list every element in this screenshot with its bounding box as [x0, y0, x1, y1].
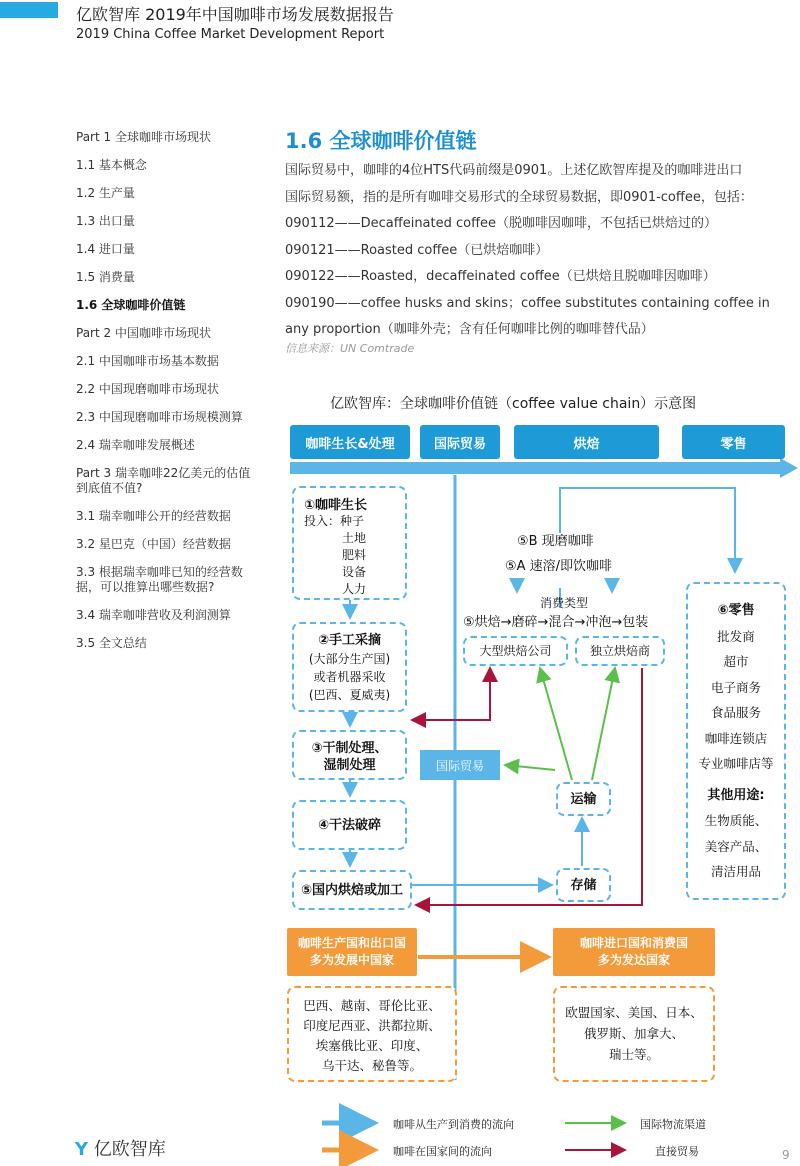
transport-box: [556, 782, 611, 816]
growth-input-0: 投入：种子: [304, 514, 365, 528]
picking-line: (大部分生产国): [308, 652, 391, 666]
growth-input-4: 人力: [342, 582, 367, 596]
body-line: 国际贸易中，咖啡的4位HTS代码前缀是0901。上述亿欧智库提及的咖啡进出口: [285, 163, 743, 178]
body-line: 090121——Roasted coffee（已烘焙咖啡）: [285, 242, 549, 258]
footer-logo: [75, 1135, 166, 1161]
growth-box: [292, 486, 407, 600]
toc-item[interactable]: 1.2 生产量: [76, 186, 135, 200]
legend-logistics: 国际物流渠道: [640, 1118, 706, 1131]
toc-item[interactable]: 3.3 根据瑞幸咖啡已知的经营数据，可以推算出哪些数据?: [76, 565, 243, 594]
section-title: 1.6 全球咖啡价值链: [285, 129, 477, 153]
stage-roasting: 烘焙: [514, 425, 659, 459]
storage-label: 存储: [570, 878, 597, 893]
consumers-header: [553, 928, 715, 976]
growth-head: ①咖啡生长: [304, 498, 368, 513]
toc-item[interactable]: 2.1 中国咖啡市场基本数据: [76, 354, 219, 368]
consumers-head-line: 多为发达国家: [597, 953, 670, 967]
body-line: 090190——coffee husks and skins；coffee substitutes containing coffee in: [285, 295, 770, 311]
toc-item[interactable]: 1.3 出口量: [76, 214, 135, 228]
large-roaster-label: 大型烘焙公司: [479, 644, 552, 658]
fresh-coffee-label: ⑤B 现磨咖啡: [517, 534, 594, 549]
producer-countries: 埃塞俄比亚、印度、: [315, 1038, 429, 1053]
process-label: ⑤烘焙→磨碎→混合→冲泡→包装: [463, 615, 649, 630]
drying-box: [292, 730, 407, 780]
drying-line: ③干制处理、: [311, 741, 388, 756]
hulling-box: [292, 800, 407, 850]
toc-item[interactable]: Part 1 全球咖啡市场现状: [76, 130, 211, 144]
growth-input-2: 肥料: [342, 548, 367, 562]
toc-item[interactable]: 2.4 瑞幸咖啡发展概述: [76, 438, 195, 452]
other-uses-head: 其他用途:: [707, 787, 765, 803]
stage-retail: 零售: [682, 425, 785, 459]
toc-item[interactable]: 3.5 全文总结: [76, 636, 147, 650]
producers-header: [287, 928, 417, 976]
picking-line: 或者机器采收: [313, 670, 386, 684]
toc-item[interactable]: 2.3 中国现磨咖啡市场规模测算: [76, 410, 243, 424]
toc-item[interactable]: 3.1 瑞幸咖啡公开的经营数据: [76, 509, 231, 523]
retail-item: 食品服务: [710, 705, 761, 720]
producer-countries: 巴西、越南、哥伦比亚、: [303, 998, 441, 1013]
producers-list-box: [287, 986, 457, 1082]
domestic-box: [292, 870, 412, 910]
indep-roaster-box: [575, 636, 665, 666]
other-use-item: 生物质能、: [704, 813, 768, 828]
toc-item[interactable]: 3.2 星巴克（中国）经营数据: [76, 537, 231, 551]
instant-coffee-label: ⑤A 速溶/即饮咖啡: [505, 559, 613, 574]
legend-country-flow: 咖啡在国家间的流向: [393, 1145, 492, 1158]
picking-box: [292, 622, 407, 712]
report-subtitle: 2019 China Coffee Market Development Report: [76, 27, 385, 42]
source-note: 信息来源：UN Comtrade: [285, 342, 415, 355]
retail-item: 咖啡连锁店: [704, 730, 768, 746]
hulling-label: ④干法破碎: [317, 818, 381, 833]
storage-box: [556, 868, 611, 902]
retail-item: 超市: [723, 654, 749, 669]
picking-head: ②手工采摘: [317, 633, 381, 648]
retail-item: 批发商: [717, 628, 755, 644]
consumer-countries: 欧盟国家、美国、日本、: [565, 1005, 703, 1020]
indep-roaster-label: 独立烘焙商: [589, 644, 650, 658]
growth-input-3: 设备: [342, 565, 367, 579]
toc-item[interactable]: 3.4 瑞幸咖啡营收及利润测算: [76, 608, 231, 622]
body-line: 090122——Roasted，decaffeinated coffee（已烘焙且脱咖啡因咖啡）: [285, 269, 716, 284]
logo-text: 亿欧智库: [93, 1139, 166, 1160]
domestic-label: ⑤国内烘焙或加工: [300, 883, 403, 898]
other-use-item: 美容产品、: [704, 838, 768, 854]
other-use-item: 清洁用品: [710, 864, 761, 879]
toc-item[interactable]: 2.2 中国现磨咖啡市场现状: [76, 382, 219, 396]
toc-item[interactable]: 1.4 进口量: [76, 242, 135, 256]
logo-mark: Y: [75, 1139, 89, 1160]
consumers-head-line: 咖啡进口国和消费国: [579, 936, 688, 950]
toc-item[interactable]: 1.1 基本概念: [76, 158, 147, 172]
large-roaster-box: [463, 636, 568, 666]
producers-head-line: 咖啡生产国和出口国: [297, 936, 406, 950]
stage-trade: 国际贸易: [420, 425, 500, 459]
body-line: 国际贸易额，指的是所有咖啡交易形式的全球贸易数据，即0901-coffee，包括：: [285, 189, 753, 205]
body-line: any proportion（咖啡外壳；含有任何咖啡比例的咖啡替代品）: [285, 322, 654, 337]
retail-item: 电子商务: [710, 679, 761, 695]
consumer-countries: 瑞士等。: [608, 1047, 659, 1062]
producer-countries: 乌干达、秘鲁等。: [321, 1058, 422, 1073]
intl-trade-label: 国际贸易: [420, 750, 500, 780]
producers-head-line: 多为发展中国家: [309, 953, 394, 967]
growth-input-1: 土地: [342, 531, 367, 545]
retail-item: 专业咖啡店等: [698, 756, 774, 771]
toc-item[interactable]: 1.5 消费量: [76, 270, 135, 284]
drying-line: 湿制处理: [323, 758, 376, 773]
consumers-list-box: [553, 986, 715, 1082]
consumer-countries: 俄罗斯、加拿大、: [583, 1026, 684, 1041]
consume-type-label: 消费类型: [540, 596, 589, 610]
toc-item[interactable]: Part 3 瑞幸咖啡22亿美元的估值到底值不值?: [76, 466, 251, 495]
legend-flow: 咖啡从生产到消费的流向: [393, 1118, 514, 1131]
page-number: 9: [782, 1148, 790, 1162]
report-title: 亿欧智库 2019年中国咖啡市场发展数据报告: [76, 5, 394, 24]
stage-growth: 咖啡生长&处理: [290, 425, 410, 459]
transport-label: 运输: [570, 792, 597, 807]
body-line: 090112——Decaffeinated coffee（脱咖啡因咖啡，不包括已烘焙过的）: [285, 216, 718, 231]
retail-box: [686, 582, 786, 900]
legend-direct-trade: 直接贸易: [655, 1145, 699, 1158]
picking-line: (巴西、夏威夷): [308, 688, 391, 702]
toc-item[interactable]: 1.6 全球咖啡价值链: [76, 298, 186, 312]
retail-head: ⑥零售: [717, 603, 755, 618]
diagram-title: 亿欧智库：全球咖啡价值链（coffee value chain）示意图: [330, 396, 697, 412]
producer-countries: 印度尼西亚、洪都拉斯、: [303, 1018, 441, 1033]
toc-item[interactable]: Part 2 中国咖啡市场现状: [76, 326, 211, 340]
